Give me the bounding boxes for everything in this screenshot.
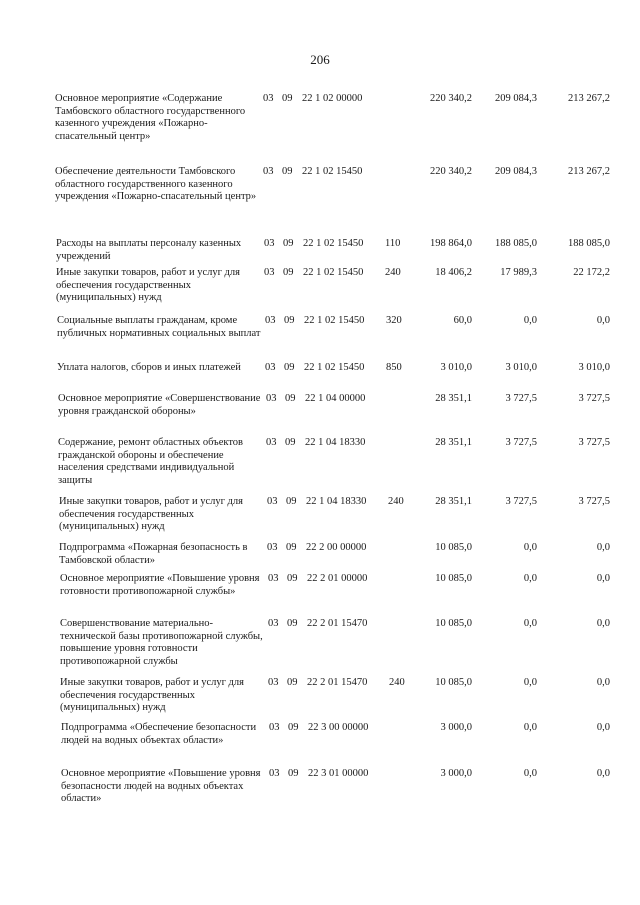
row-target-code: 22 1 02 15450	[302, 166, 363, 177]
row-amount-year1: 28 351,1	[435, 437, 472, 448]
row-description: Основное мероприятие «Содержание Тамбовского областного государственного казенного учреждения «Пожарно-спасательный центр»	[55, 93, 246, 142]
row-amount-year3: 0,0	[596, 677, 610, 688]
row-subsection: 09	[285, 437, 296, 448]
row-section: 03	[266, 393, 277, 404]
row-amount-year2: 209 084,3	[495, 166, 537, 177]
row-amount-year3: 3 010,0	[578, 362, 610, 373]
row-subsection: 09	[282, 166, 293, 177]
row-amount-year2: 0,0	[523, 677, 537, 688]
row-section: 03	[267, 496, 278, 507]
row-subsection: 09	[282, 93, 293, 104]
row-amount-year1: 28 351,1	[435, 496, 472, 507]
row-expense-type: 110	[385, 238, 401, 249]
row-amount-year2: 3 727,5	[505, 437, 537, 448]
row-amount-year2: 209 084,3	[495, 93, 537, 104]
row-amount-year1: 18 406,2	[435, 267, 472, 278]
row-section: 03	[268, 677, 279, 688]
row-subsection: 09	[286, 496, 297, 507]
row-section: 03	[269, 768, 280, 779]
row-amount-year3: 0,0	[596, 618, 610, 629]
row-section: 03	[267, 542, 278, 553]
row-expense-type: 850	[386, 362, 402, 373]
row-amount-year1: 10 085,0	[435, 542, 472, 553]
row-amount-year3: 3 727,5	[578, 496, 610, 507]
row-amount-year1: 198 864,0	[430, 238, 472, 249]
row-description: Социальные выплаты гражданам, кроме публичных нормативных социальных выплат	[57, 315, 261, 339]
row-amount-year2: 0,0	[523, 618, 537, 629]
row-description: Уплата налогов, сборов и иных платежей	[57, 362, 241, 373]
row-amount-year1: 3 000,0	[440, 722, 472, 733]
row-description: Основное мероприятие «Повышение уровня безопасности людей на водных объектах области»	[61, 768, 261, 805]
row-description: Иные закупки товаров, работ и услуг для обеспечения государственных (муниципальных) нужд	[56, 267, 240, 304]
row-amount-year3: 22 172,2	[573, 267, 610, 278]
row-amount-year2: 3 727,5	[505, 393, 537, 404]
row-amount-year3: 0,0	[596, 573, 610, 584]
row-target-code: 22 2 01 15470	[307, 618, 368, 629]
row-amount-year3: 0,0	[596, 722, 610, 733]
row-amount-year2: 0,0	[523, 315, 537, 326]
row-description: Основное мероприятие «Совершенствование уровня гражданской обороны»	[58, 393, 261, 417]
row-section: 03	[266, 437, 277, 448]
row-amount-year3: 0,0	[596, 768, 610, 779]
row-expense-type: 240	[389, 677, 405, 688]
row-subsection: 09	[287, 618, 298, 629]
row-section: 03	[268, 618, 279, 629]
row-subsection: 09	[288, 722, 299, 733]
row-section: 03	[264, 238, 275, 249]
row-amount-year1: 28 351,1	[435, 393, 472, 404]
row-amount-year1: 10 085,0	[435, 677, 472, 688]
row-section: 03	[264, 267, 275, 278]
row-description: Подпрограмма «Пожарная безопасность в Тамбовской области»	[59, 542, 248, 566]
row-section: 03	[269, 722, 280, 733]
row-subsection: 09	[288, 768, 299, 779]
row-amount-year3: 3 727,5	[578, 437, 610, 448]
row-amount-year3: 0,0	[596, 542, 610, 553]
row-amount-year3: 3 727,5	[578, 393, 610, 404]
row-target-code: 22 2 01 00000	[307, 573, 368, 584]
row-amount-year1: 3 000,0	[440, 768, 472, 779]
row-target-code: 22 1 02 15450	[303, 267, 364, 278]
row-subsection: 09	[283, 238, 294, 249]
row-target-code: 22 1 04 18330	[305, 437, 366, 448]
row-target-code: 22 1 02 00000	[302, 93, 363, 104]
row-target-code: 22 1 02 15450	[303, 238, 364, 249]
row-target-code: 22 1 02 15450	[304, 362, 365, 373]
row-amount-year1: 220 340,2	[430, 93, 472, 104]
row-subsection: 09	[287, 677, 298, 688]
row-target-code: 22 1 04 00000	[305, 393, 366, 404]
row-amount-year3: 0,0	[596, 315, 610, 326]
page-number: 206	[310, 52, 330, 67]
row-description: Иные закупки товаров, работ и услуг для обеспечения государственных (муниципальных) нужд	[60, 677, 244, 714]
row-description: Расходы на выплаты персоналу казенных учреждений	[56, 238, 242, 262]
row-section: 03	[268, 573, 279, 584]
row-section: 03	[263, 93, 274, 104]
row-amount-year3: 188 085,0	[568, 238, 610, 249]
row-amount-year2: 0,0	[523, 722, 537, 733]
row-description: Обеспечение деятельности Тамбовского областного государственного казенного учреждения «Пожарно-спасательный центр»	[55, 166, 257, 203]
row-section: 03	[265, 362, 276, 373]
row-amount-year2: 0,0	[523, 542, 537, 553]
row-target-code: 22 2 01 15470	[307, 677, 368, 688]
row-section: 03	[263, 166, 274, 177]
row-amount-year1: 10 085,0	[435, 618, 472, 629]
row-target-code: 22 3 00 00000	[308, 722, 369, 733]
row-amount-year2: 17 989,3	[500, 267, 537, 278]
row-amount-year3: 213 267,2	[568, 93, 610, 104]
row-amount-year2: 0,0	[523, 573, 537, 584]
row-amount-year3: 213 267,2	[568, 166, 610, 177]
row-amount-year2: 0,0	[523, 768, 537, 779]
row-section: 03	[265, 315, 276, 326]
row-subsection: 09	[283, 267, 294, 278]
row-amount-year2: 188 085,0	[495, 238, 537, 249]
row-expense-type: 320	[386, 315, 402, 326]
row-description: Совершенствование материально-технической базы противопожарной службы, повышение уровня готовности противопожарной службы	[60, 618, 263, 667]
row-expense-type: 240	[388, 496, 404, 507]
row-amount-year1: 60,0	[453, 315, 472, 326]
row-subsection: 09	[284, 362, 295, 373]
row-amount-year2: 3 010,0	[505, 362, 537, 373]
row-subsection: 09	[285, 393, 296, 404]
row-description: Содержание, ремонт областных объектов гражданской обороны и обеспечение населения средствами индивидуальной защиты	[58, 437, 243, 486]
row-target-code: 22 1 02 15450	[304, 315, 365, 326]
row-description: Иные закупки товаров, работ и услуг для обеспечения государственных (муниципальных) нужд	[59, 496, 243, 533]
row-amount-year1: 10 085,0	[435, 573, 472, 584]
row-subsection: 09	[284, 315, 295, 326]
row-amount-year1: 3 010,0	[440, 362, 472, 373]
row-expense-type: 240	[385, 267, 401, 278]
row-subsection: 09	[286, 542, 297, 553]
row-amount-year2: 3 727,5	[505, 496, 537, 507]
row-subsection: 09	[287, 573, 298, 584]
row-target-code: 22 3 01 00000	[308, 768, 369, 779]
row-amount-year1: 220 340,2	[430, 166, 472, 177]
row-target-code: 22 1 04 18330	[306, 496, 367, 507]
row-description: Подпрограмма «Обеспечение безопасности людей на водных объектах области»	[61, 722, 257, 746]
row-description: Основное мероприятие «Повышение уровня готовности противопожарной службы»	[60, 573, 260, 597]
row-target-code: 22 2 00 00000	[306, 542, 367, 553]
